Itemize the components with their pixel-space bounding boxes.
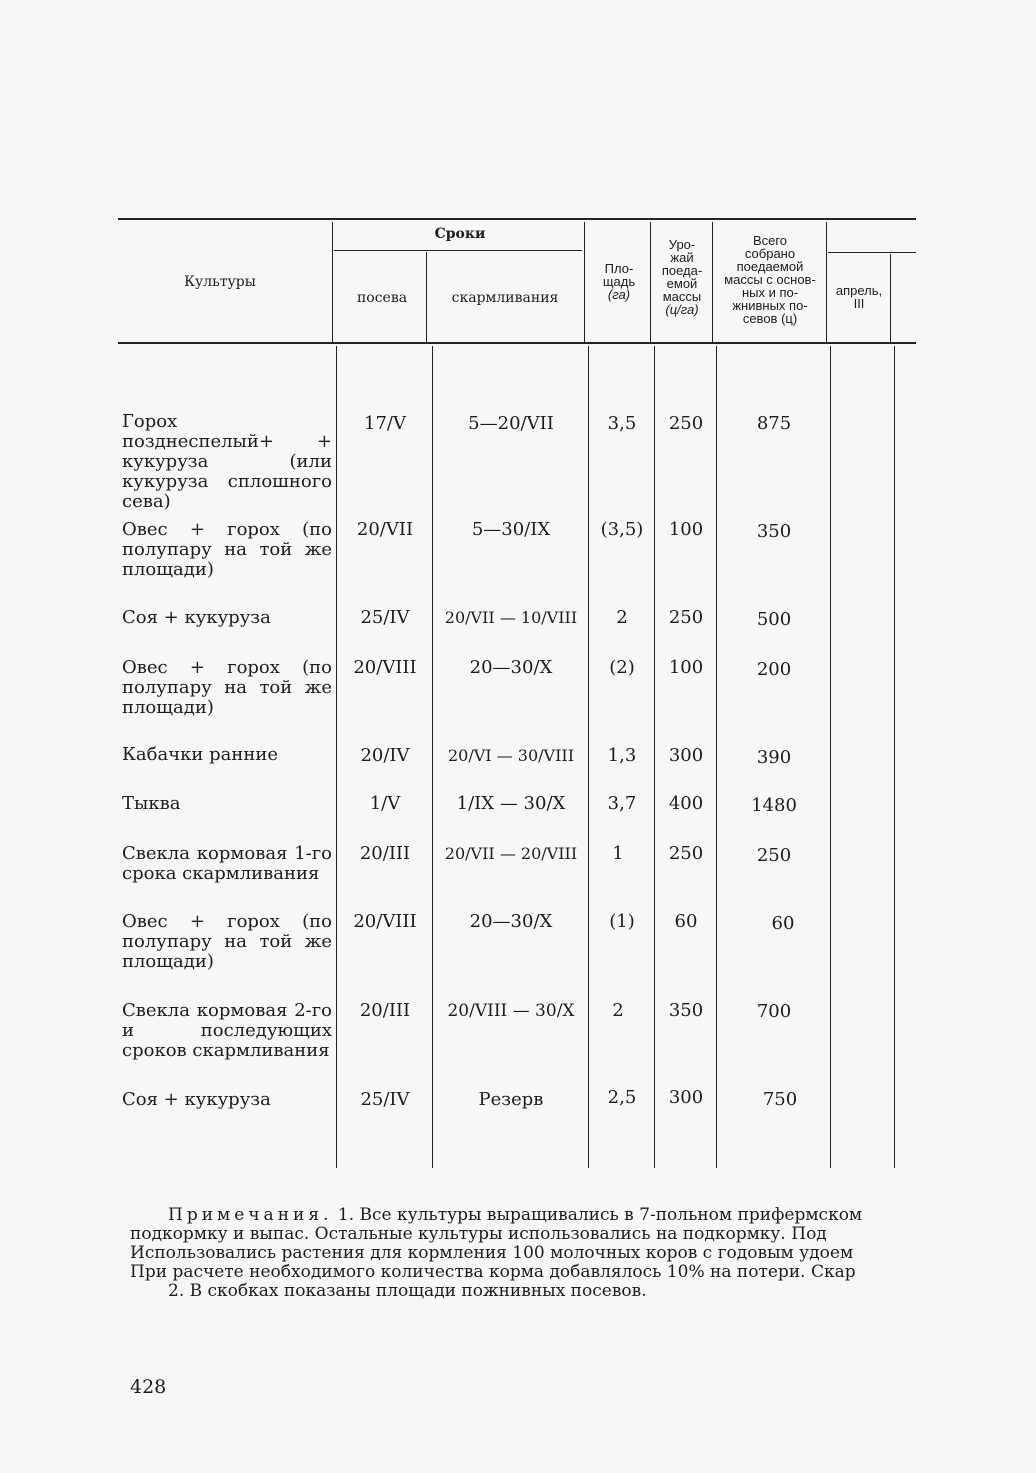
body-col-divider-1 [336, 346, 337, 1168]
header-feeding: скармливания [451, 290, 559, 306]
table-row-3-total: 500 [756, 609, 792, 630]
table-row-9-feeding: 20/VIII — 30/X [447, 1001, 575, 1021]
body-col-divider-7 [894, 346, 895, 1168]
header-col-divider-2 [426, 252, 427, 342]
notes-label: Примечания. [168, 1206, 333, 1225]
table-row-8-crop: Овес + горох (по полупару на той же площади) [122, 911, 332, 972]
table-row-2-crop: Овес + горох (по полупару на той же площади) [122, 519, 332, 580]
table-row-3-feeding: 20/VII — 10/VIII [444, 608, 578, 627]
table-row-1-crop: Горох позднеспелый+ + кукуруза (или кукуруза сплошного сева) [122, 411, 332, 512]
header-bottom-rule [118, 342, 916, 344]
table-row-3-sowing: 25/IV [360, 607, 410, 628]
table-row-2-yield: 100 [668, 519, 704, 540]
table-row-7-sowing: 20/III [359, 843, 411, 864]
terms-underline [334, 250, 582, 251]
body-col-divider-5 [716, 346, 717, 1168]
table-row-6-sowing: 1/V [369, 793, 401, 814]
table-row-10-total: 750 [762, 1089, 798, 1110]
header-col-divider-1 [332, 222, 333, 342]
notes-line-4: При расчете необходимого количества корма добавлялось 10% на потери. Скар [130, 1263, 856, 1282]
header-col-divider-7 [890, 254, 891, 342]
page-number: 428 [130, 1376, 167, 1398]
table-row-6-total: 1480 [751, 795, 797, 816]
table-row-5-yield: 300 [668, 745, 704, 766]
header-crops: Культуры [184, 274, 256, 290]
table-row-9-yield: 350 [668, 1000, 704, 1021]
table-row-7-feeding: 20/VII — 20/VIII [444, 844, 578, 863]
table-row-3-crop: Соя + кукуруза [122, 607, 271, 628]
header-col-divider-3 [584, 222, 585, 342]
table-row-3-yield: 250 [668, 607, 704, 628]
table-row-7-yield: 250 [668, 843, 704, 864]
table-row-1-sowing: 17/V [364, 413, 406, 434]
table-row-6-area: 3,7 [607, 793, 637, 814]
table-row-8-yield: 60 [674, 911, 698, 932]
table-row-10-yield: 300 [668, 1087, 704, 1108]
table-row-5-sowing: 20/IV [360, 745, 410, 766]
table-row-4-total: 200 [756, 659, 792, 680]
table-row-8-total: 60 [771, 913, 795, 934]
table-row-7-total: 250 [756, 845, 792, 866]
body-col-divider-6 [830, 346, 831, 1168]
header-col-divider-6 [826, 222, 827, 342]
table-row-2-sowing: 20/VII [356, 519, 414, 540]
header-total: Всего собрано поедаемой массы с основ- ных и по- жнивных по- севов (ц) [724, 233, 816, 326]
table-row-4-yield: 100 [668, 657, 704, 678]
table-row-7-area: 1 [612, 843, 624, 864]
notes [130, 1206, 900, 1301]
table-row-8-sowing: 20/VIII [353, 911, 417, 932]
table-row-10-area: 2,5 [607, 1087, 637, 1108]
table-row-7-crop: Свекла кормовая 1-го срока скармливания [122, 843, 332, 884]
table-top-rule [118, 218, 916, 220]
table-row-10-sowing: 25/IV [360, 1089, 410, 1110]
body-col-divider-3 [588, 346, 589, 1168]
table-row-5-feeding: 20/VI — 30/VIII [447, 746, 575, 765]
header-col-divider-5 [712, 222, 713, 342]
table-row-2-area: (3,5) [600, 519, 644, 540]
table-row-4-area: (2) [609, 657, 635, 678]
table-row-10-feeding: Резерв [478, 1089, 544, 1110]
table-row-6-feeding: 1/IX — 30/X [456, 793, 566, 814]
table-row-2-total: 350 [756, 521, 792, 542]
table-row-6-yield: 400 [668, 793, 704, 814]
header-area: Пло- щадь (га) [602, 261, 636, 302]
extra-column-rule [828, 252, 916, 253]
table-row-9-sowing: 20/III [359, 1000, 411, 1021]
table-row-9-area: 2 [612, 1000, 624, 1021]
body-col-divider-4 [654, 346, 655, 1168]
header-yield: Уро- жай поеда- емой массы (ц/га) [661, 237, 703, 317]
notes-line-1: 1. Все культуры выращивались в 7-польном прифермском [332, 1206, 863, 1225]
table-row-3-area: 2 [616, 607, 628, 628]
table-row-9-crop: Свекла кормовая 2-го и последующих сроков скармливания [122, 1000, 332, 1061]
header-sowing: посева [356, 290, 408, 306]
table-row-6-crop: Тыква [122, 793, 181, 814]
notes-line-2: подкормку и выпас. Остальные культуры использовались на подкормку. Под [130, 1225, 827, 1244]
table-row-4-crop: Овес + горох (по полупару на той же площади) [122, 657, 332, 718]
table-row-1-feeding: 5—20/VII [468, 413, 554, 434]
table-row-5-area: 1,3 [607, 745, 637, 766]
table-row-4-feeding: 20—30/X [469, 657, 553, 678]
table-row-8-feeding: 20—30/X [469, 911, 553, 932]
table-row-5-total: 390 [756, 747, 792, 768]
header-col-divider-4 [650, 222, 651, 342]
table-row-2-feeding: 5—30/IX [471, 519, 551, 540]
table-row-10-crop: Соя + кукуруза [122, 1089, 271, 1110]
table-row-1-yield: 250 [668, 413, 704, 434]
body-col-divider-2 [432, 346, 433, 1168]
notes-line-5: 2. В скобках показаны площади пожнивных посевов. [168, 1282, 647, 1301]
table-row-1-area: 3,5 [607, 413, 637, 434]
table-row-4-sowing: 20/VIII [353, 657, 417, 678]
table-row-8-area: (1) [609, 911, 635, 932]
notes-line-3: Использовались растения для кормления 100 молочных коров с годовым удоем [130, 1244, 854, 1263]
table-row-5-crop: Кабачки ранние [122, 744, 278, 765]
header-april: апрель, III [835, 283, 883, 311]
table-row-1-total: 875 [756, 413, 792, 434]
table-row-9-total: 700 [756, 1001, 792, 1022]
header-terms: Сроки [434, 226, 486, 242]
